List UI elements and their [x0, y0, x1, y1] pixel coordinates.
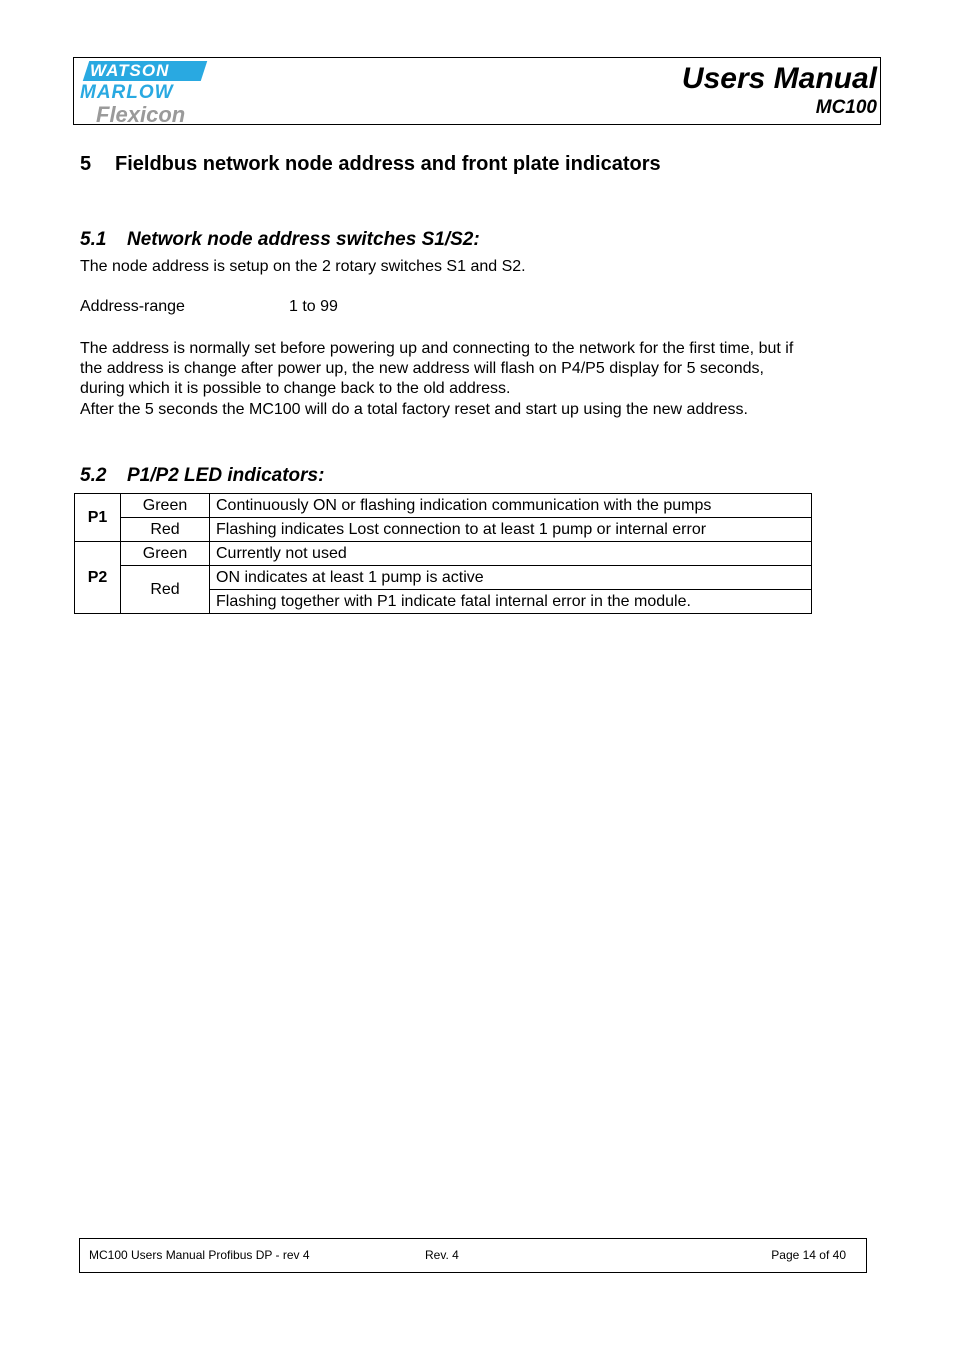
section-title: P1/P2 LED indicators:: [127, 465, 325, 486]
manual-title: Users Manual: [681, 62, 877, 95]
led-color-cell: Green: [121, 494, 210, 518]
section-5-1-heading: [80, 229, 480, 251]
led-p2-label: P2: [75, 542, 121, 614]
section-5-2-heading: [80, 465, 324, 487]
address-range-row: [80, 297, 338, 317]
led-description-cell: Flashing indicates Lost connection to at least 1 pump or internal error: [210, 518, 812, 542]
section-title: Fieldbus network node address and front plate indicators: [115, 153, 661, 175]
address-paragraph-line: the address is change after power up, the new address will flash on P4/P5 display for 5 seconds,: [80, 360, 764, 377]
footer-page-number: Page 14 of 40: [771, 1248, 846, 1262]
table-row: [75, 566, 812, 590]
section-5-heading: [80, 152, 661, 176]
led-color-cell: Red: [121, 566, 210, 614]
address-range-label: Address-range: [80, 298, 185, 315]
led-p1-label: P1: [75, 494, 121, 542]
address-paragraph-line: After the 5 seconds the MC100 will do a total factory reset and start up using the new address.: [80, 401, 748, 418]
section-number: 5: [80, 153, 92, 175]
led-description-cell: Currently not used: [210, 542, 812, 566]
table-row: [75, 518, 812, 542]
table-row: [75, 494, 812, 518]
led-indicator-table: [74, 493, 812, 614]
led-description-cell: Flashing together with P1 indicate fatal internal error in the module.: [210, 590, 812, 614]
address-range-value: 1 to 99: [289, 298, 338, 315]
logo-line-marlow: MARLOW: [80, 82, 174, 103]
section-title: Network node address switches S1/S2:: [127, 229, 480, 250]
page-header: [73, 57, 881, 125]
footer-revision: Rev. 4: [425, 1248, 459, 1262]
table-row: [75, 542, 812, 566]
section-number: 5.1: [80, 229, 107, 250]
address-paragraph-line: The address is normally set before powering up and connecting to the network for the first time, but if: [80, 340, 794, 357]
led-color-cell: Red: [121, 518, 210, 542]
footer-document-name: MC100 Users Manual Profibus DP - rev 4: [89, 1248, 310, 1262]
logo-line-flexicon: Flexicon: [96, 102, 186, 127]
led-description-cell: Continuously ON or flashing indication communication with the pumps: [210, 494, 812, 518]
node-address-intro: The node address is setup on the 2 rotary switches S1 and S2.: [80, 258, 526, 275]
watson-marlow-flexicon-logo: [78, 59, 210, 125]
logo-line-watson: WATSON: [90, 61, 170, 80]
section-number: 5.2: [80, 465, 107, 486]
address-paragraph-line: during which it is possible to change back to the old address.: [80, 380, 511, 397]
led-description-cell: ON indicates at least 1 pump is active: [210, 566, 812, 590]
manual-subtitle: MC100: [815, 97, 877, 118]
led-color-cell: Green: [121, 542, 210, 566]
page-footer: [79, 1238, 867, 1273]
